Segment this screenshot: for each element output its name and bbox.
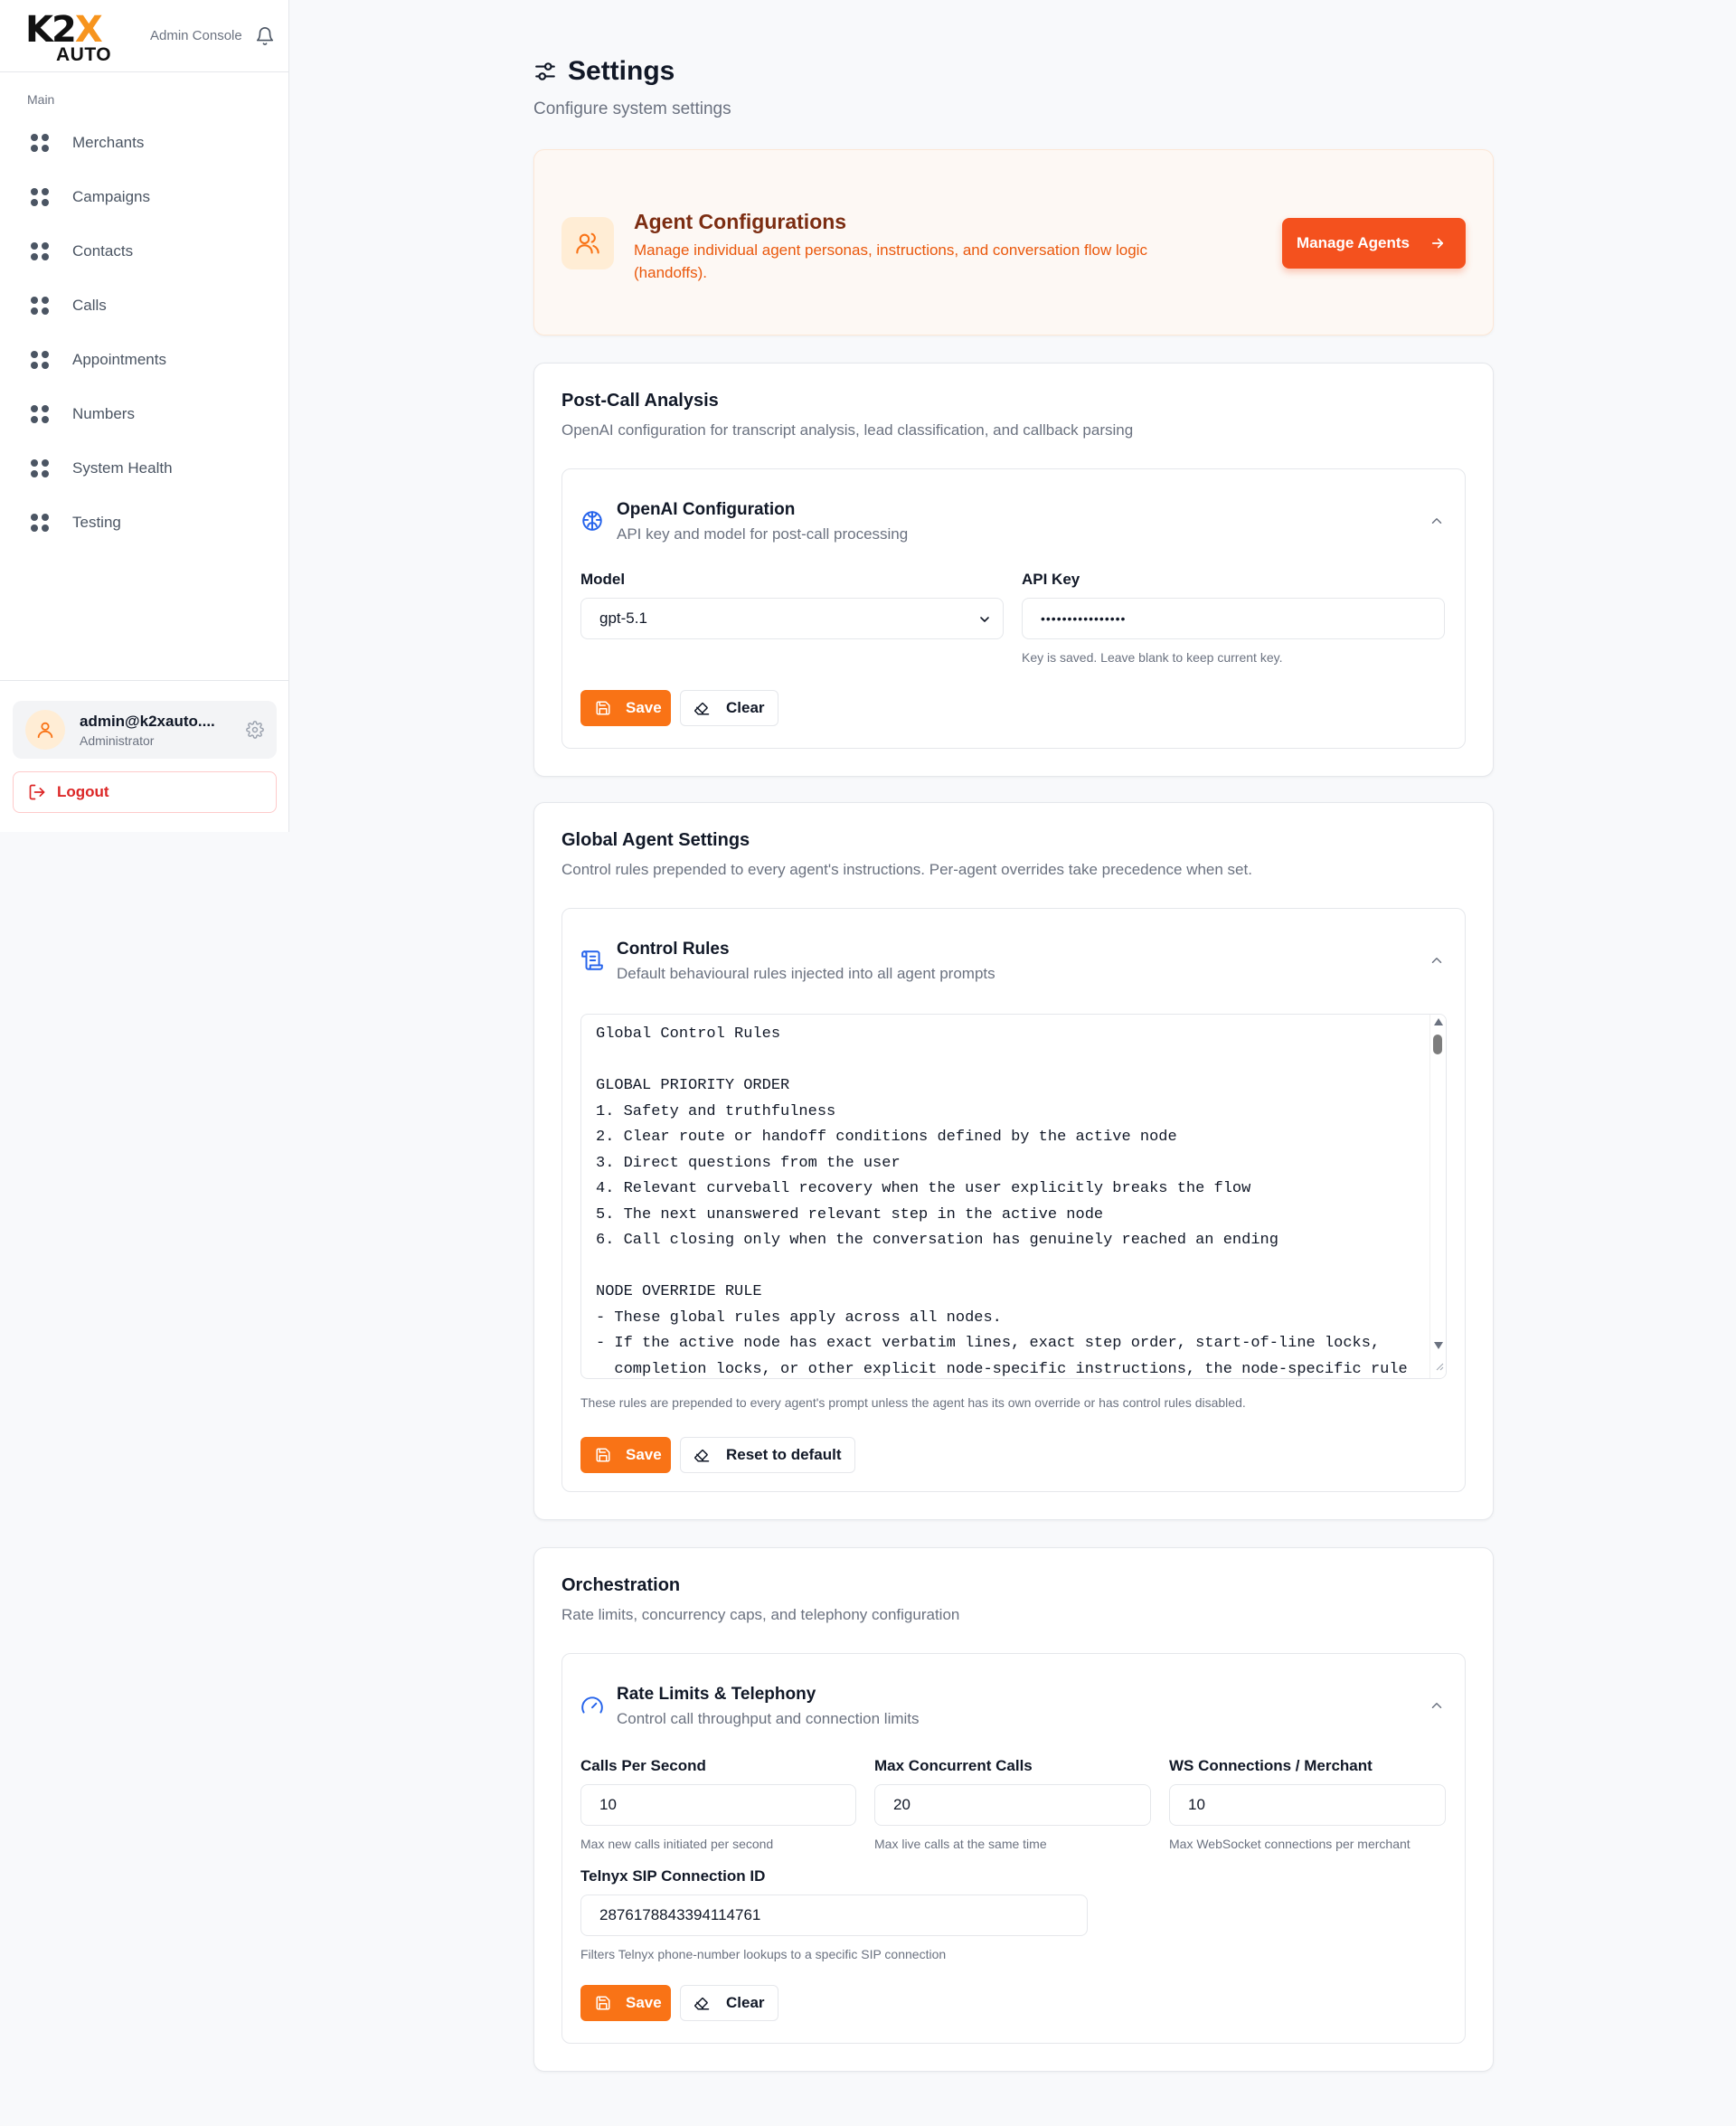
grid-dots-icon: [31, 514, 49, 532]
sidebar-item-system-health[interactable]: System Health: [18, 441, 271, 496]
logout-icon: [28, 783, 46, 801]
reset-to-default-button[interactable]: Reset to default: [680, 1437, 855, 1473]
panel-title: OpenAI Configuration: [617, 500, 796, 519]
sidebar-nav: [18, 116, 271, 550]
scroll-down-arrow-icon[interactable]: [1434, 1342, 1443, 1349]
model-select[interactable]: gpt-5.1: [580, 598, 1004, 639]
api-key-label: API Key: [1022, 571, 1080, 588]
panel-title: Control Rules: [617, 940, 730, 959]
telnyx-sip-hint: Filters Telnyx phone-number lookups to a specific SIP connection: [580, 1947, 947, 1961]
model-label: Model: [580, 571, 626, 588]
clear-button[interactable]: Clear: [680, 690, 778, 726]
user-icon: [35, 720, 55, 740]
control-rules-textarea[interactable]: Global Control Rules GLOBAL PRIORITY ORDER 1. Safety and truthfulness 2. Clear route or handoff conditions defined by the active node 3. Direct questions from the user 4. Relevant curveball recovery when the user explicitly breaks the flow 5. The next unanswered relevant step in the active node 6. Call closing only when the conversation has genuinely reached an ending NODE OVERRIDE RULE - These global rules apply across all nodes. - If the active node has exact verbatim lines, exact step order, start-of-line locks, completion locks, or other explicit node-specific instructions, the node-specific rule: [580, 1014, 1447, 1379]
textarea-scrollbar[interactable]: [1429, 1015, 1446, 1378]
grid-dots-icon: [31, 405, 49, 423]
section-title: Global Agent Settings: [561, 830, 750, 850]
sidebar-item-campaigns[interactable]: Campaigns: [18, 170, 271, 224]
ws-connections-hint: Max WebSocket connections per merchant: [1169, 1837, 1410, 1851]
logout-button[interactable]: Logout: [13, 771, 277, 813]
chevron-up-icon[interactable]: [1429, 513, 1445, 529]
section-subtitle: Rate limits, concurrency caps, and telephony configuration: [561, 1606, 960, 1623]
brain-icon: [580, 509, 604, 533]
sidebar-item-testing[interactable]: Testing: [18, 496, 271, 550]
save-icon: [595, 1995, 611, 2011]
control-rules-panel: [561, 908, 1466, 1492]
page-title: Settings: [568, 56, 675, 86]
agent-configurations-card: [533, 149, 1494, 335]
openai-config-panel: [561, 468, 1466, 749]
section-title: Orchestration: [561, 1575, 681, 1595]
panel-subtitle: Control call throughput and connection limits: [617, 1710, 920, 1727]
clear-button[interactable]: Clear: [680, 1985, 778, 2021]
sliders-icon: [533, 60, 557, 83]
admin-console-label: Admin Console: [150, 28, 242, 43]
eraser-icon: [693, 1447, 710, 1463]
orchestration-card: [533, 1547, 1494, 2072]
section-subtitle: OpenAI configuration for transcript analysis, lead classification, and callback parsing: [561, 421, 1134, 439]
arrow-right-icon: [1429, 235, 1446, 251]
max-concurrent-calls-hint: Max live calls at the same time: [874, 1837, 1047, 1851]
save-icon: [595, 700, 611, 716]
grid-dots-icon: [31, 297, 49, 315]
sidebar-item-calls[interactable]: Calls: [18, 279, 271, 333]
post-call-analysis-card: [533, 363, 1494, 777]
max-concurrent-calls-label: Max Concurrent Calls: [874, 1757, 1033, 1774]
k2x-logo[interactable]: K2X AUTO: [25, 8, 112, 65]
bell-icon[interactable]: [255, 26, 275, 46]
page-subtitle: Configure system settings: [533, 99, 731, 118]
calls-per-second-input[interactable]: 10: [580, 1784, 856, 1826]
chevron-up-icon[interactable]: [1429, 952, 1445, 969]
agent-config-description: Manage individual agent personas, instructions, and conversation flow logic (handoffs).: [634, 241, 1147, 281]
sidebar: [0, 0, 289, 832]
grid-dots-icon: [31, 188, 49, 206]
control-rules-hint: These rules are prepended to every agent's prompt unless the agent has its own override or has control rules disabled.: [580, 1395, 1246, 1410]
save-button[interactable]: Save: [580, 1985, 671, 2021]
sidebar-item-appointments[interactable]: Appointments: [18, 333, 271, 387]
chevron-down-icon: [977, 612, 992, 627]
page-header: [533, 56, 675, 87]
telnyx-sip-input[interactable]: 2876178843394114761: [580, 1895, 1088, 1936]
user-email: admin@k2xauto....: [80, 712, 215, 730]
avatar: [25, 710, 65, 750]
sidebar-item-contacts[interactable]: Contacts: [18, 224, 271, 279]
scroll-icon: [580, 949, 604, 972]
max-concurrent-calls-input[interactable]: 20: [874, 1784, 1151, 1826]
ws-connections-label: WS Connections / Merchant: [1169, 1757, 1373, 1774]
panel-subtitle: Default behavioural rules injected into all agent prompts: [617, 965, 995, 982]
calls-per-second-label: Calls Per Second: [580, 1757, 706, 1774]
resize-handle-icon[interactable]: [1435, 1362, 1444, 1371]
panel-subtitle: API key and model for post-call processing: [617, 525, 909, 543]
calls-per-second-hint: Max new calls initiated per second: [580, 1837, 774, 1851]
section-title: Post-Call Analysis: [561, 391, 719, 411]
eraser-icon: [693, 1995, 710, 2011]
brand-header: [0, 0, 288, 72]
eraser-icon: [693, 700, 710, 716]
api-key-input[interactable]: ••••••••••••••••: [1022, 598, 1445, 639]
grid-dots-icon: [31, 459, 49, 477]
nav-section-label: Main: [27, 92, 55, 107]
panel-title: Rate Limits & Telephony: [617, 1685, 816, 1704]
user-role: Administrator: [80, 732, 155, 748]
save-button[interactable]: Save: [580, 1437, 671, 1473]
telnyx-sip-label: Telnyx SIP Connection ID: [580, 1867, 766, 1885]
gear-icon[interactable]: [246, 721, 264, 739]
rate-limits-panel: [561, 1653, 1466, 2044]
gauge-icon: [580, 1694, 604, 1717]
user-card: [13, 701, 277, 759]
save-icon: [595, 1447, 611, 1463]
manage-agents-button[interactable]: Manage Agents: [1282, 218, 1466, 269]
chevron-up-icon[interactable]: [1429, 1697, 1445, 1714]
api-key-hint: Key is saved. Leave blank to keep current key.: [1022, 650, 1283, 665]
users-icon: [561, 217, 614, 269]
ws-connections-input[interactable]: 10: [1169, 1784, 1446, 1826]
sidebar-footer: [0, 680, 289, 813]
sidebar-item-merchants[interactable]: Merchants: [18, 116, 271, 170]
sidebar-item-numbers[interactable]: Numbers: [18, 387, 271, 441]
scroll-up-arrow-icon[interactable]: [1434, 1018, 1443, 1025]
grid-dots-icon: [31, 351, 49, 369]
grid-dots-icon: [31, 242, 49, 260]
save-button[interactable]: Save: [580, 690, 671, 726]
grid-dots-icon: [31, 134, 49, 152]
global-agent-settings-card: [533, 802, 1494, 1520]
agent-config-title: Agent Configurations: [634, 210, 847, 233]
section-subtitle: Control rules prepended to every agent's instructions. Per-agent overrides take precedence when set.: [561, 861, 1252, 878]
scrollbar-thumb[interactable]: [1433, 1035, 1442, 1054]
